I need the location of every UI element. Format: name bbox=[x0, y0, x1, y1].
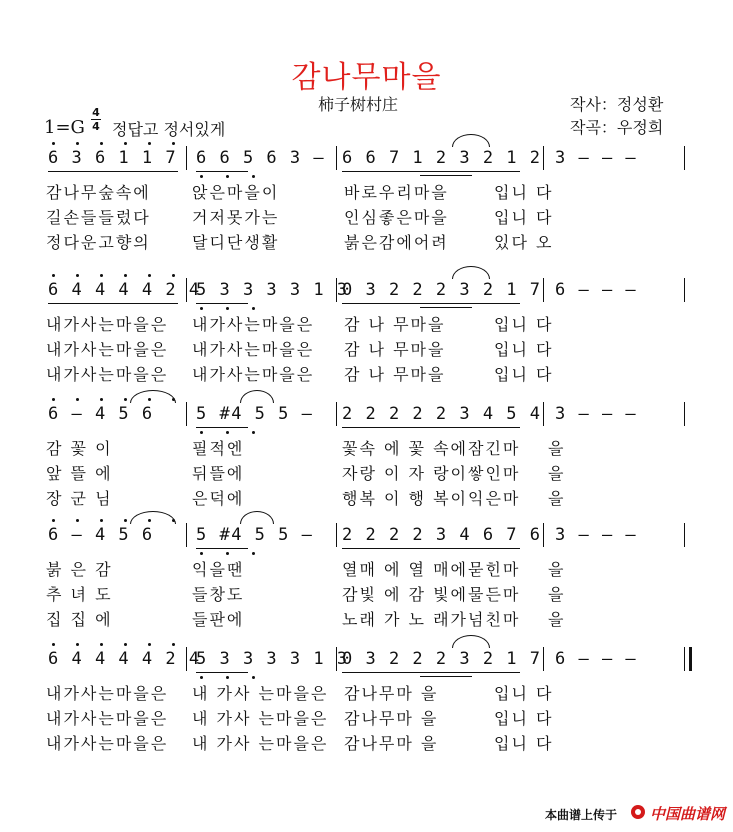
rhythm-beam bbox=[342, 303, 520, 304]
barline bbox=[543, 278, 544, 302]
tie-slur bbox=[452, 635, 490, 648]
notation-measure: 3 – – – bbox=[555, 525, 638, 545]
lyric-segment: 을 bbox=[548, 610, 566, 629]
song-title: 감나무마을 bbox=[291, 60, 442, 95]
barline bbox=[684, 278, 685, 302]
lyric-segment: 필적엔 bbox=[192, 439, 245, 458]
notation-measure: 6 – – – bbox=[555, 280, 638, 300]
octave-dot bbox=[172, 142, 175, 145]
octave-dot bbox=[200, 431, 203, 434]
lyric-segment: 입니 다 bbox=[494, 684, 554, 703]
octave-dot bbox=[148, 274, 151, 277]
octave-dot bbox=[52, 142, 55, 145]
octave-dot bbox=[52, 519, 55, 522]
lyric-segment: 달디단생활 bbox=[192, 233, 280, 252]
octave-dot bbox=[124, 519, 127, 522]
lyric-segment: 뒤뜰에 bbox=[192, 464, 245, 483]
octave-dot bbox=[124, 274, 127, 277]
lyric-segment: 감나무마 을 bbox=[344, 709, 439, 728]
octave-dot bbox=[76, 643, 79, 646]
rhythm-beam bbox=[196, 303, 248, 304]
lyric-segment: 앞 뜰 에 bbox=[46, 464, 113, 483]
octave-dot bbox=[226, 676, 229, 679]
octave-dot bbox=[200, 676, 203, 679]
notation-measure: 6 6 7 1 2 3 2 1 2 bbox=[342, 148, 542, 168]
octave-dot bbox=[100, 519, 103, 522]
tie-slur bbox=[452, 266, 490, 279]
lyric-segment: 감 나 무마을 bbox=[344, 315, 446, 334]
lyric-segment: 내가사는마을은 bbox=[46, 684, 169, 703]
octave-dot bbox=[100, 398, 103, 401]
lyric-segment: 장 군 님 bbox=[46, 489, 113, 508]
lyric-segment: 입니 다 bbox=[494, 183, 554, 202]
lyric-segment: 열매 에 열 매에묻힌마 bbox=[342, 560, 521, 579]
octave-dot bbox=[200, 307, 203, 310]
lyric-segment: 감나무숲속에 bbox=[46, 183, 151, 202]
lyric-segment: 앉은마을이 bbox=[192, 183, 280, 202]
notation-measure: 3 – – – bbox=[555, 148, 638, 168]
octave-dot bbox=[52, 274, 55, 277]
barline bbox=[543, 647, 544, 671]
lyric-segment: 감나무마 을 bbox=[344, 684, 439, 703]
time-signature-top: 4 bbox=[92, 106, 100, 119]
tie-slur bbox=[130, 511, 176, 524]
octave-dot bbox=[124, 398, 127, 401]
octave-dot bbox=[200, 552, 203, 555]
lyricist-credit: 작사：정성환 bbox=[570, 95, 664, 114]
octave-dot bbox=[148, 519, 151, 522]
lyric-segment: 감나무마 을 bbox=[344, 734, 439, 753]
lyric-segment: 내 가사 는마을은 bbox=[192, 734, 329, 753]
lyric-segment: 붉은감에어려 bbox=[344, 233, 449, 252]
octave-dot bbox=[172, 398, 175, 401]
barline bbox=[186, 523, 187, 547]
lyric-segment: 들창도 bbox=[192, 585, 245, 604]
tie-slur bbox=[240, 390, 274, 403]
lyric-segment: 내가사는마을은 bbox=[46, 734, 169, 753]
octave-dot bbox=[76, 274, 79, 277]
lyric-segment: 꽃속 에 꽃 속에잠긴마 bbox=[342, 439, 521, 458]
octave-dot bbox=[200, 175, 203, 178]
brand-logo: 中国曲谱网 bbox=[650, 805, 726, 823]
notation-measure: 6 – 4 5 6 bbox=[48, 525, 154, 545]
notation-measure: 0 3 2 2 2 3 2 1 7 bbox=[342, 280, 542, 300]
barline bbox=[186, 278, 187, 302]
tie-slur bbox=[452, 134, 490, 147]
octave-dot bbox=[252, 431, 255, 434]
barline bbox=[543, 402, 544, 426]
tempo-marking: 정답고 정서있게 bbox=[112, 120, 226, 139]
octave-dot bbox=[172, 519, 175, 522]
notation-measure: 3 – – – bbox=[555, 404, 638, 424]
brand-logo-icon bbox=[630, 804, 646, 820]
lyric-segment: 내 가사 는마을은 bbox=[192, 709, 329, 728]
octave-dot bbox=[148, 643, 151, 646]
octave-dot bbox=[226, 307, 229, 310]
key-signature: 1=G bbox=[44, 117, 85, 138]
lyric-segment: 내가사는마을은 bbox=[192, 315, 315, 334]
rhythm-beam bbox=[420, 676, 472, 677]
barline bbox=[186, 146, 187, 170]
lyric-segment: 을 bbox=[548, 489, 566, 508]
lyric-segment: 내가사는마을은 bbox=[46, 315, 169, 334]
song-subtitle: 柿子树村庄 bbox=[318, 95, 399, 114]
tie-slur bbox=[240, 511, 274, 524]
lyric-segment: 내가사는마을은 bbox=[46, 340, 169, 359]
octave-dot bbox=[76, 398, 79, 401]
notation-measure: 2 2 2 2 3 4 6 7 6 bbox=[342, 525, 542, 545]
lyric-segment: 자랑 이 자 랑이쌓인마 bbox=[342, 464, 521, 483]
notation-measure: 6 6 5 6 3 – bbox=[196, 148, 326, 168]
lyric-segment: 거저못가는 bbox=[192, 208, 280, 227]
octave-dot bbox=[148, 142, 151, 145]
lyric-segment: 있다 오 bbox=[494, 233, 554, 252]
lyric-segment: 을 bbox=[548, 560, 566, 579]
composer-credit: 작곡：우정희 bbox=[570, 118, 664, 137]
barline bbox=[186, 647, 187, 671]
lyric-segment: 붉 은 감 bbox=[46, 560, 113, 579]
octave-dot bbox=[226, 552, 229, 555]
lyric-segment: 감 나 무마을 bbox=[344, 365, 446, 384]
lyric-segment: 은덕에 bbox=[192, 489, 245, 508]
rhythm-beam bbox=[342, 548, 520, 549]
rhythm-beam bbox=[48, 171, 178, 172]
barline bbox=[336, 402, 337, 426]
notation-measure: 5 3 3 3 3 1 3 bbox=[196, 649, 349, 669]
barline bbox=[336, 278, 337, 302]
rhythm-beam bbox=[196, 427, 248, 428]
notation-measure: 5 3 3 3 3 1 3 bbox=[196, 280, 349, 300]
octave-dot bbox=[76, 142, 79, 145]
barline bbox=[336, 647, 337, 671]
final-barline bbox=[684, 647, 692, 671]
barline bbox=[336, 146, 337, 170]
lyric-segment: 감빛 에 감 빛에물든마 bbox=[342, 585, 521, 604]
rhythm-beam bbox=[342, 427, 520, 428]
octave-dot bbox=[252, 676, 255, 679]
lyric-segment: 감 꽃 이 bbox=[46, 439, 113, 458]
barline bbox=[684, 523, 685, 547]
octave-dot bbox=[226, 175, 229, 178]
octave-dot bbox=[172, 643, 175, 646]
lyric-segment: 노래 가 노 래가넘친마 bbox=[342, 610, 521, 629]
notation-measure: 6 – – – bbox=[555, 649, 638, 669]
rhythm-beam bbox=[342, 171, 520, 172]
rhythm-beam bbox=[342, 672, 520, 673]
octave-dot bbox=[124, 643, 127, 646]
notation-measure: 6 4 4 4 4 2 4 bbox=[48, 280, 201, 300]
lyric-segment: 내 가사 는마을은 bbox=[192, 684, 329, 703]
rhythm-beam bbox=[420, 307, 472, 308]
lyric-segment: 을 bbox=[548, 464, 566, 483]
time-signature-bottom: 4 bbox=[92, 120, 100, 133]
notation-measure: 0 3 2 2 2 3 2 1 7 bbox=[342, 649, 542, 669]
notation-measure: 6 – 4 5 6 bbox=[48, 404, 154, 424]
barline bbox=[336, 523, 337, 547]
octave-dot bbox=[252, 175, 255, 178]
octave-dot bbox=[226, 431, 229, 434]
lyric-segment: 익을땐 bbox=[192, 560, 245, 579]
lyric-segment: 입니 다 bbox=[494, 734, 554, 753]
octave-dot bbox=[100, 142, 103, 145]
notation-measure: 2 2 2 2 2 3 4 5 4 bbox=[342, 404, 542, 424]
octave-dot bbox=[100, 643, 103, 646]
lyric-segment: 들판에 bbox=[192, 610, 245, 629]
barline bbox=[543, 523, 544, 547]
lyric-segment: 내가사는마을은 bbox=[192, 340, 315, 359]
lyric-segment: 내가사는마을은 bbox=[46, 709, 169, 728]
tie-slur bbox=[130, 390, 176, 403]
lyric-segment: 입니 다 bbox=[494, 340, 554, 359]
lyric-segment: 행복 이 행 복이익은마 bbox=[342, 489, 521, 508]
rhythm-beam bbox=[196, 672, 248, 673]
lyric-segment: 입니 다 bbox=[494, 315, 554, 334]
lyric-segment: 내가사는마을은 bbox=[46, 365, 169, 384]
octave-dot bbox=[252, 307, 255, 310]
lyric-segment: 내가사는마을은 bbox=[192, 365, 315, 384]
rhythm-beam bbox=[196, 548, 248, 549]
lyric-segment: 인심좋은마을 bbox=[344, 208, 449, 227]
barline bbox=[684, 146, 685, 170]
notation-measure: 5 #4 5 5 – bbox=[196, 525, 314, 545]
notation-measure: 6 3 6 1 1 7 bbox=[48, 148, 178, 168]
octave-dot bbox=[52, 643, 55, 646]
octave-dot bbox=[52, 398, 55, 401]
lyric-segment: 감 나 무마을 bbox=[344, 340, 446, 359]
notation-measure: 6 4 4 4 4 2 4 bbox=[48, 649, 201, 669]
lyric-segment: 집 집 에 bbox=[46, 610, 113, 629]
upload-credit: 本曲谱上传于 bbox=[545, 808, 618, 822]
time-signature bbox=[90, 106, 102, 133]
rhythm-beam bbox=[48, 303, 178, 304]
barline bbox=[684, 402, 685, 426]
lyric-segment: 바로우리마을 bbox=[344, 183, 449, 202]
notation-measure: 5 #4 5 5 – bbox=[196, 404, 314, 424]
rhythm-beam bbox=[420, 175, 472, 176]
octave-dot bbox=[124, 142, 127, 145]
rhythm-beam bbox=[196, 171, 248, 172]
lyric-segment: 추 녀 도 bbox=[46, 585, 113, 604]
octave-dot bbox=[252, 552, 255, 555]
barline bbox=[186, 402, 187, 426]
lyric-segment: 을 bbox=[548, 439, 566, 458]
lyric-segment: 길손들들렀다 bbox=[46, 208, 151, 227]
octave-dot bbox=[100, 274, 103, 277]
octave-dot bbox=[148, 398, 151, 401]
lyric-segment: 정다운고향의 bbox=[46, 233, 151, 252]
octave-dot bbox=[76, 519, 79, 522]
lyric-segment: 입니 다 bbox=[494, 208, 554, 227]
octave-dot bbox=[172, 274, 175, 277]
lyric-segment: 입니 다 bbox=[494, 365, 554, 384]
barline bbox=[543, 146, 544, 170]
lyric-segment: 입니 다 bbox=[494, 709, 554, 728]
lyric-segment: 을 bbox=[548, 585, 566, 604]
